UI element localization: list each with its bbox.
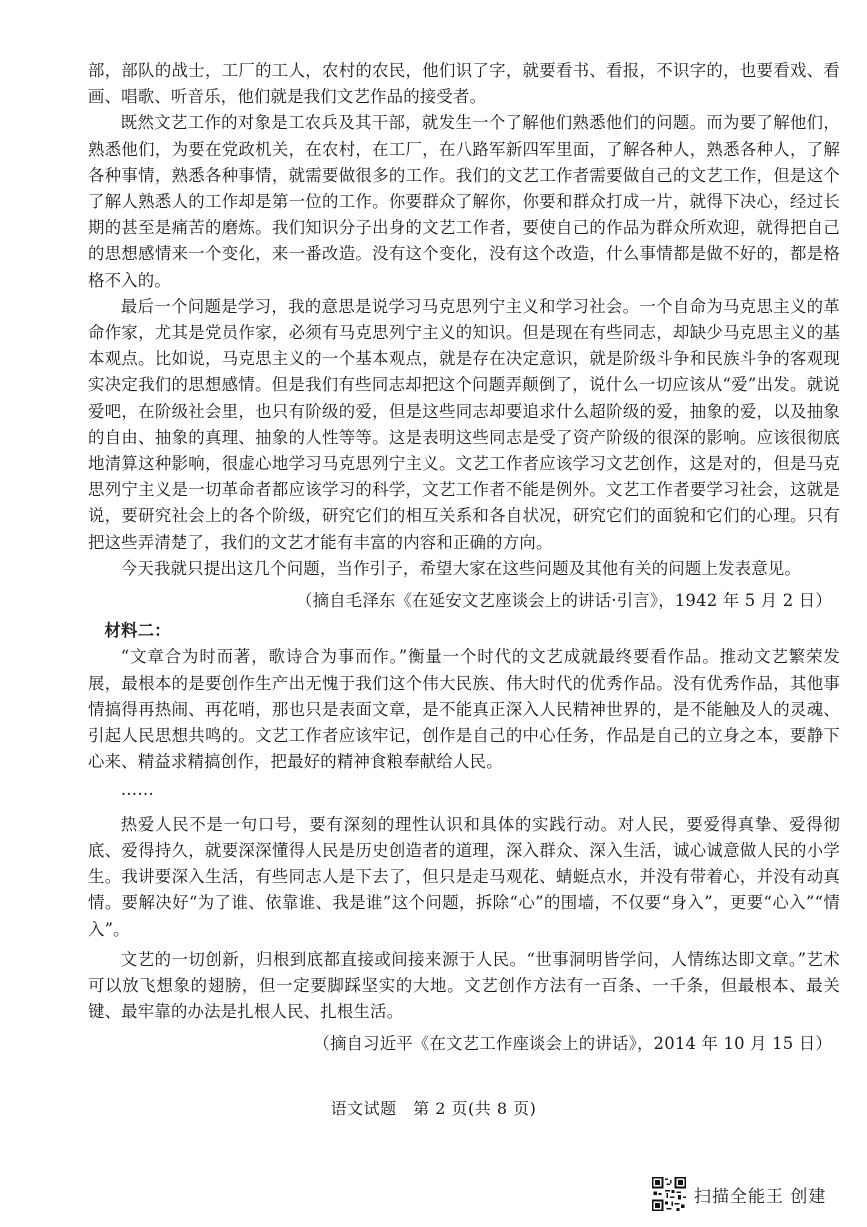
source-citation-1: （摘自毛泽东《在延安文艺座谈会上的讲话·引言》，1942 年 5 月 2 日） [296,591,832,611]
paragraph: 热爱人民不是一句口号，要有深刻的理性认识和具体的实践行动。对人民，要爱得真挚、爱得彻底、爱得持久，就要深深懂得人民是历史创造者的道理，深入群众、深入生活，诚心诚意做人民的小学生。我讲要深入生活，有些同志人是下去了，但只是走马观花、蜻蜓点水，并没有带着心，并没有动真情。要解决好“为了谁、依靠谁、我是谁”这个问题，拆除“心”的围墙，不仅要“身入”，更要“心入”“情入”。 [88,814,840,939]
ellipsis: …… [120,780,154,800]
paragraph: 今天我就只提出这几个问题，当作引子，希望大家在这些问题及其他有关的问题上发表意见。 [120,558,802,578]
document-body [88,58,840,1062]
page-footer: 语文试题 第 2 页(共 8 页) [330,1099,537,1118]
paragraph: “文章合为时而著，歌诗合为事而作。”衡量一个时代的文艺成就最终要看作品。推动文艺繁荣发展，最根本的是要创作生产出无愧于我们这个伟大民族、伟大时代的优秀作品。没有优秀作品，其他事情搞得再热闹、再花哨，那也只是表面文章，是不能真正深入人民精神世界的，是不能触及人的灵魂、引起人民思想共鸣的。文艺工作者应该牢记，创作是自己的中心任务，作品是自己的立身之本，要静下心来、精益求精搞创作，把最好的精神食粮奉献给人民。 [88,647,840,772]
scanner-watermark [652,1176,826,1212]
qr-code-icon [652,1177,686,1211]
paragraph: 部，部队的战士，工厂的工人，农村的农民，他们识了字，就要看书、看报，不识字的，也要看戏、看画、唱歌、听音乐，他们就是我们文艺作品的接受者。 [88,61,840,107]
paragraph: 文艺的一切创新，归根到底都直接或间接来源于人民。“世事洞明皆学问，人情练达即文章。”艺术可以放飞想象的翅膀，但一定要脚踩坚实的大地。文艺创作方法有一百条、一千条，但最根本、最关键、最牢靠的办法是扎根人民、扎根生活。 [88,949,840,1022]
source-citation-2: （摘自习近平《在文艺工作座谈会上的讲话》，2014 年 10 月 15 日） [313,1034,832,1054]
watermark-text: 扫描全能王 创建 [694,1186,827,1207]
paragraph: 既然文艺工作的对象是工农兵及其干部，就发生一个了解他们熟悉他们的问题。而为要了解他们，熟悉他们，为要在党政机关，在农村，在工厂，在八路军新四军里面，了解各种人，熟悉各种人，了解各种事情，熟悉各种事情，就需要做很多的工作。我们的文艺工作者需要做自己的文艺工作，但是这个了解人熟悉人的工作却是第一位的工作。你要群众了解你，你要和群众打成一片，就得下决心，经过长期的甚至是痛苦的磨炼。我们知识分子出身的文艺工作者，要使自己的作品为群众所欢迎，就得把自己的思想感情来一个变化，来一番改造。没有这个变化，没有这个改造，什么事情都是做不好的，都是格格不入的。 [88,113,840,290]
section-heading: 材料二： [104,621,171,641]
paragraph: 最后一个问题是学习，我的意思是说学习马克思列宁主义和学习社会。一个自命为马克思主义的革命作家，尤其是党员作家，必须有马克思列宁主义的知识。但是现在有些同志，却缺少马克思主义的基本观点。比如说，马克思主义的一个基本观点，就是存在决定意识，就是阶级斗争和民族斗争的客观现实决定我们的思想感情。但是我们有些同志却把这个问题弄颠倒了，说什么一切应该从“爱”出发。就说爱吧，在阶级社会里，也只有阶级的爱，但是这些同志却要追求什么超阶级的爱，抽象的爱，以及抽象的自由、抽象的真理、抽象的人性等等。这是表明这些同志是受了资产阶级的很深的影响。应该很彻底地清算这种影响，很虚心地学习马克思列宁主义。文艺工作者应该学习文艺创作，这是对的，但是马克思列宁主义是一切革命者都应该学习的科学，文艺工作者不能是例外。文艺工作者要学习社会，这就是说，要研究社会上的各个阶级，研究它们的相互关系和各自状况，研究它们的面貌和它们的心理。只有把这些弄清楚了，我们的文艺才能有丰富的内容和正确的方向。 [88,296,840,552]
